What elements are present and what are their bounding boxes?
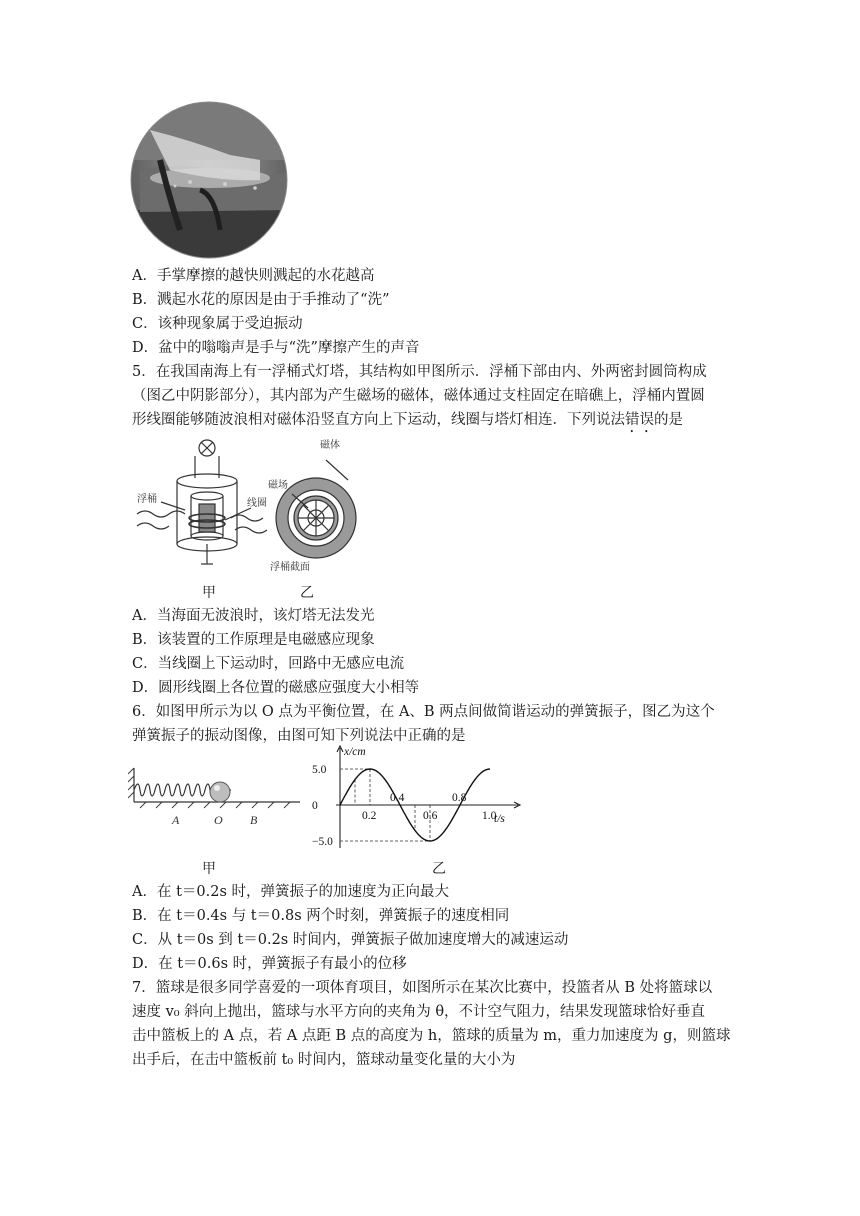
x-axis-label: t/s [494,813,505,825]
q4-option-b: B．溅起水花的原因是由于手推动了“洗” [132,292,390,308]
label-section: 浮桶截面 [270,562,310,573]
q6-option-c: C．从 t＝0s 到 t＝0.2s 时间内，弹簧振子做加速度增大的减速运动 [132,932,569,948]
q7-stem-line-2: 速度 v₀ 斜向上抛出，篮球与水平方向的夹角为 θ，不计空气阻力，结果发现篮球恰好垂直 [132,1004,706,1020]
q5-stem-line-3: 形线圈能够随波浪相对磁体沿竖直方向上下运动，线圈与塔灯相连．下列说法错误的是 [132,412,683,428]
y-axis-label: x/cm [344,746,366,758]
buoy-lighthouse-diagram [135,436,275,576]
buoy-cross-section-diagram [268,436,378,576]
point-b-label: B [250,813,258,827]
q6-stem-line-2: 弹簧振子的振动图像，由图可知下列说法中正确的是 [132,728,466,744]
q5-caption-b: 乙 [300,585,314,601]
vibration-graph [308,744,524,850]
x-tick-label: 0.4 [390,792,405,804]
q7-stem-line-3: 击中篮板上的 A 点，若 A 点距 B 点的高度为 h，篮球的质量为 m，重力加速度为 g，则篮球 [132,1028,731,1044]
q4-option-a: A．手掌摩擦的越快则溅起的水花越高 [132,268,375,284]
label-magnetic-field: 磁场 [268,480,288,491]
q6-option-b: B．在 t＝0.4s 与 t＝0.8s 两个时刻，弹簧振子的速度相同 [132,908,510,924]
water-basin-photo [130,100,290,262]
x-tick-label: 0.8 [452,792,467,804]
x-tick-label: 1.0 [482,810,497,822]
x-tick-label: 0.6 [423,810,438,822]
q6-caption-a: 甲 [202,861,216,877]
q4-option-d: D．盆中的嗡嗡声是手与“洗”摩擦产生的声音 [132,340,420,356]
y-tick-label: 0 [312,800,318,812]
q5-option-a: A．当海面无波浪时，该灯塔无法发光 [132,608,375,624]
q7-stem-line-4: 出手后，在击中篮板前 t₀ 时间内，篮球动量变化量的大小为 [132,1052,516,1068]
spring-oscillator-diagram [128,760,304,832]
point-a-label: A [172,813,180,827]
label-coil: 线圈 [247,498,267,509]
q5-stem-emphasis: 错误 [625,412,654,428]
x-tick-label: 0.2 [362,810,377,822]
q7-stem-line-1: 7．篮球是很多同学喜爱的一项体育项目，如图所示在某次比赛中，投篮者从 B 处将篮球以 [132,980,713,996]
y-tick-label: −5.0 [312,836,333,848]
q5-stem-line-2: （图乙中阴影部分），其内部为产生磁场的磁体，磁体通过支柱固定在暗礁上，浮桶内置圆 [132,388,705,404]
label-magnet: 磁体 [320,440,340,451]
q4-option-c: C．该种现象属于受迫振动 [132,316,303,332]
q6-option-d: D．在 t＝0.6s 时，弹簧振子有最小的位移 [132,956,407,972]
y-tick-label: 5.0 [312,764,327,776]
q6-caption-b: 乙 [432,861,446,877]
point-o-label: O [214,813,223,827]
q6-stem-line-1: 6．如图甲所示为以 O 点为平衡位置，在 A、B 两点间做简谐运动的弹簧振子，图乙为这个 [132,704,715,720]
label-float: 浮桶 [137,494,157,505]
q5-option-d: D．圆形线圈上各位置的磁感应强度大小相等 [132,680,420,696]
q5-caption-a: 甲 [202,585,216,601]
q5-stem-line-1: 5．在我国南海上有一浮桶式灯塔，其结构如甲图所示．浮桶下部由内、外两密封圆筒构成 [132,364,707,380]
q5-option-c: C．当线圈上下运动时，回路中无感应电流 [132,656,405,672]
q5-option-b: B．该装置的工作原理是电磁感应现象 [132,632,375,648]
q6-option-a: A．在 t＝0.2s 时，弹簧振子的加速度为正向最大 [132,884,450,900]
